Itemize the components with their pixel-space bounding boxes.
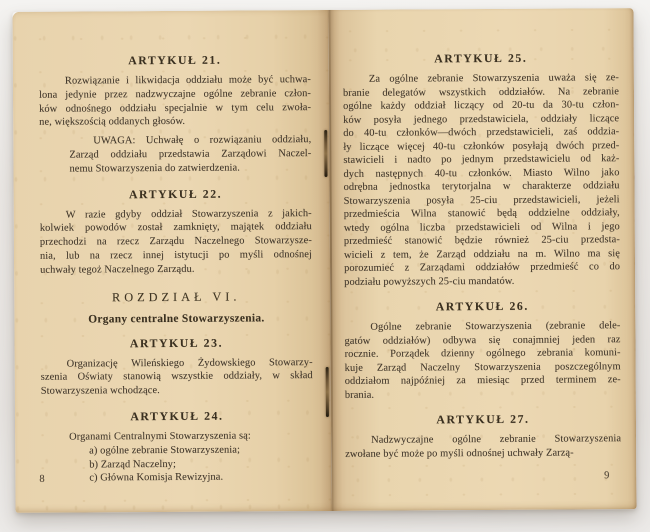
staple-icon — [324, 130, 327, 177]
chapter-6-heading: ROZDZIAŁ VI. — [111, 289, 241, 304]
article-23-heading: ARTYKUŁ 23. — [129, 336, 224, 350]
article-27-text: Nadzwyczajne ogólne zebranie Stowarzyszenia zwołane być może po myśli odnośnej uchwały Zarzą- — [345, 433, 622, 460]
article-26-heading: ARTYKUŁ 26. — [435, 299, 529, 314]
chapter-6-subtitle: Organy centralne Stowarzyszenia. — [88, 311, 265, 326]
booklet-spread — [12, 8, 636, 513]
page-right-content — [328, 8, 636, 511]
article-21-text: Rozwiązanie i likwidacja oddziału może być uchwa- lona jedynie przez nadzwyczajne ogólne zebranie człon- ków odnośnego oddziału specjalnie w tym celu zwoła- ne, większością oddanych głosów. — [38, 74, 312, 129]
article-23-text: Organizację Wileńskiego Żydowskiego Stowarzy- szenia Oświaty stanowią wszystkie oddziały, w skład Stowarzyszenia wchodzące. — [40, 356, 313, 397]
article-27-heading: ARTYKUŁ 27. — [436, 412, 530, 427]
article-25-heading: ARTYKUŁ 25. — [434, 51, 528, 66]
article-25-text: Za ogólne zebranie Stowarzyszenia uważa się ze- branie delegatów wszystkich oddziałów. Na zebranie ogólne każdy oddział liczący od 20-tu da 30-tu człon- ków posyła jednego przedstawiciela, oddziały liczące do 40-tu członków—dwóch przedstawicieli, zaś oddzia- ły liczące więcej 40-tu członków posyłają dwóch przed- stawicieli i nadto po jednym przedstawicielu od każ- dych następnych 40-tu członków. Miasto Wilno jako odrębna jednostka terytorjalna w charakterze oddziału Stowarzyszenia posyła 25-ciu przedstawicieli, jeżeli przedmieścia Wilna stanowić będą oddzielne oddziały, wtedy ogólna liczba przedstawicieli od Wilna i jego przedmieść stanowić będzie również 25-ciu przedsta- wicieli z tem, że Zarząd oddziału na m. Wilno ma się porozumieć z Zarządami oddziałów przedmieść co do podziału powyższych 25-ciu mandatów. — [342, 72, 621, 288]
article-21-note: UWAGA: Uchwałę o rozwiązaniu oddziału, Zarząd oddziału przedstawia Zarządowi Naczel- nemu Stowarzyszenia do zatwierdzenia. — [69, 134, 312, 175]
article-22-text: W razie gdyby oddział Stowarzyszenia z jakich- kolwiek powodów został zamknięty, majątek oddziału przechodzi na rzecz Zarządu Naczelnego Stowarzysze- nia, lub na rzecz innej istytucji po myśli odnośnej uchwały tegoż Naczelnego Zarządu. — [39, 207, 312, 276]
article-21-heading: ARTYKUŁ 21. — [128, 53, 222, 68]
article-24-list: Organami Centralnymi Stowarzyszenia są: a) ogólne zebranie Stowarzyszenia; b) Zarząd Naczelny; c) Główna Komisja Rewizyjna. — [69, 430, 251, 484]
page-left — [12, 10, 331, 513]
article-24-heading: ARTYKUŁ 24. — [130, 409, 224, 424]
article-26-text: Ogólne zebranie Stowarzyszenia (zebranie dele- gatów oddziałów) odbywa się conajmniej jeden raz rocznie. Porządek dzienny ogólnego zebrania komuni- kuje Zarząd Naczelny Stowarzyszenia poszczególnym oddziałom najpóźniej za miesiąc przed terminem ze- brania. — [344, 320, 621, 401]
article-22-heading: ARTYKUŁ 22. — [128, 187, 223, 201]
staple-icon — [326, 367, 329, 417]
page-left-content — [12, 10, 331, 513]
page-right — [328, 8, 636, 511]
page-number-9: 9 — [604, 470, 610, 482]
page-number-8: 8 — [39, 473, 45, 485]
